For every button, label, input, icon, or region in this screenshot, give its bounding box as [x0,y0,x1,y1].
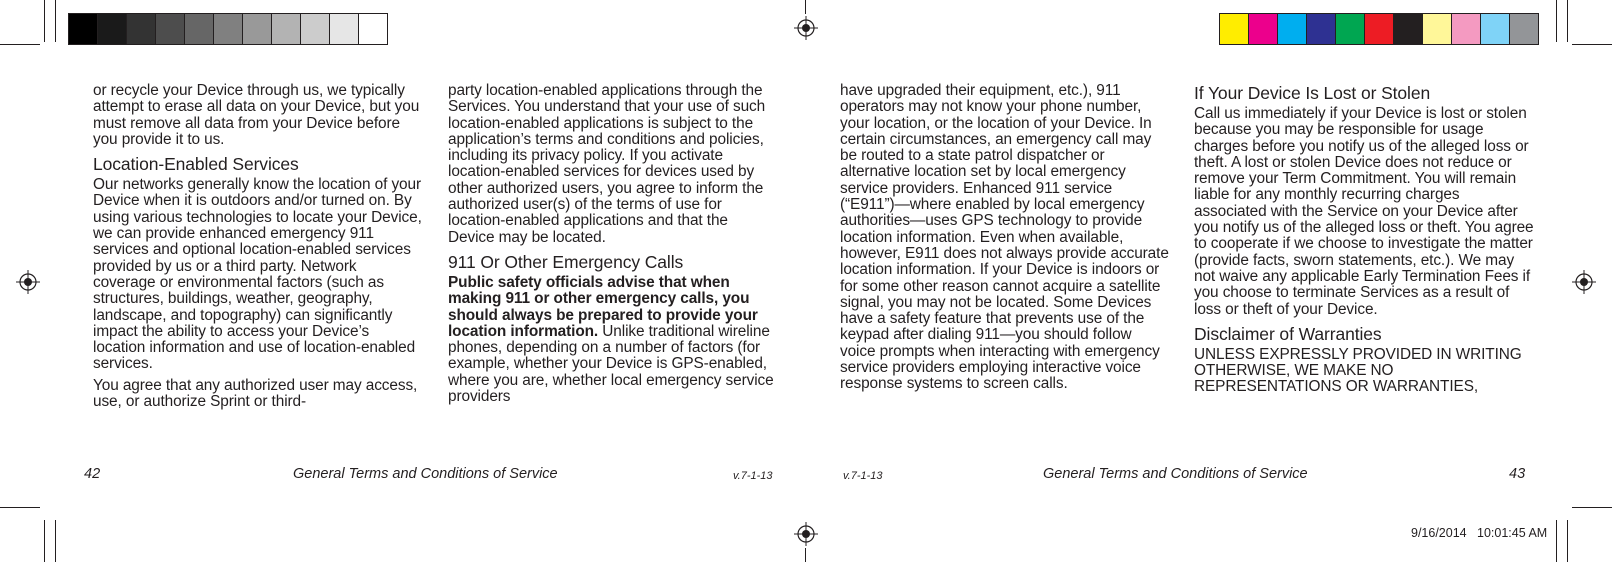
color-swatch [1481,14,1510,44]
right-page-column-1 [840,83,1170,398]
paragraph: Call us immediately if your Device is lost or stolen because you may be responsible for usage charges before you notify us of the alleged loss or theft. A lost or stolen Device does not reduce or remove your Term Commitment. You will remain liable for any monthly recurring charges associated with the Service on your Device after you notify us of the alleged loss or theft. You agree to cooperate if we choose to investigate the matter (provide facts, sworn statements, etc.). We may not waive any applicable Early Termination Fees if you choose to terminate Services as a result of loss or theft of your Device. [1194,105,1534,318]
page-number-right: 43 [1509,466,1526,482]
paragraph: You agree that any authorized user may access, use, or authorize Sprint or third- [93,376,418,411]
color-swatch [185,14,214,44]
color-swatch [1365,14,1394,44]
color-swatch [359,14,387,44]
registration-mark-icon [794,16,818,40]
bold-notice: Public safety officials advise that when making 911 or other emergency calls, you should always be prepared to provide your location information. [448,273,758,340]
registration-mark-icon [1572,270,1596,294]
color-swatch [1278,14,1307,44]
color-swatch [156,14,185,44]
section-heading: 911 Or Other Emergency Calls [448,251,684,272]
fold-mark-top [805,0,806,14]
version-label-left: v.7-1-13 [733,470,773,482]
color-swatch [243,14,272,44]
paragraph: party location-enabled applications through the Services. You understand that your use of such location-enabled applications is subject to the application’s terms and conditions and policies, including its privacy policy. If you activate location-enabled services for devices used by other authorized users, you agree to inform the authorized user(s) of the terms of use for location-enabled applications and that the Device may be located. [448,82,766,246]
color-swatch [1336,14,1365,44]
registration-mark-icon [794,522,818,546]
section-heading: Disclaimer of Warranties [1194,323,1382,344]
page-number-left: 42 [84,466,101,482]
footer-title-left: General Terms and Conditions of Service [293,466,558,482]
color-swatch [301,14,330,44]
process-color-bar [1219,13,1539,45]
print-timestamp: 9/16/2014 10:01:45 AM [1411,526,1548,540]
color-swatch [1423,14,1452,44]
paragraph: UNLESS EXPRESSLY PROVIDED IN WRITING OTHERWISE, WE MAKE NO REPRESENTATIONS OR WARRANTIES, [1194,345,1522,396]
paragraph: Our networks generally know the location of your Device when it is outdoors and/or turned on. By using various technologies to locate your Device, we can provide enhanced emergency 911 services and optional location-enabled services provided by us or a third party. Network coverage or environmental factors (such as structures, buildings, weather, geography, landscape, and topography) can significantly impact the ability to access your Device’s location information and use of location-enabled services. [93,176,422,373]
paragraph [448,275,778,405]
section-heading: Location-Enabled Services [93,154,299,175]
color-swatch [272,14,301,44]
grayscale-color-bar [68,13,388,45]
left-page-column-2 [448,83,778,410]
right-page-column-2 [1194,83,1534,401]
color-swatch [214,14,243,44]
color-swatch [69,14,98,44]
version-label-right: v.7-1-13 [843,470,883,482]
footer-title-right: General Terms and Conditions of Service [1043,466,1308,482]
section-heading: If Your Device Is Lost or Stolen [1194,83,1431,103]
color-swatch [1452,14,1481,44]
paragraph-text: Unlike traditional wireline phones, depending on a number of factors (for example, whether your Device is GPS-enabled, where you are, whether local emergency service providers [448,322,774,406]
registration-mark-icon [16,270,40,294]
color-swatch [1394,14,1423,44]
color-swatch [330,14,359,44]
left-page-column-1 [93,83,423,415]
color-swatch [1510,14,1538,44]
paragraph: have upgraded their equipment, etc.), 911 operators may not know your phone number, your location, or the location of your Device. In certain circumstances, an emergency call may be routed to a state patrol dispatcher or alternative location set by local emergency service providers. Enhanced 911 service (“E911”)—where enabled by local emergency authorities—uses GPS technology to provide location information. Even when available, however, E911 does not always provide accurate location information. If your Device is indoors or for some other reason cannot acquire a satellite signal, you may not be located. Some Devices have a safety feature that prevents use of the keypad after dialing 911—you should follow voice prompts when interacting with emergency service providers employing interactive voice response systems to screen calls. [840,82,1169,393]
color-swatch [127,14,156,44]
color-swatch [98,14,127,44]
color-swatch [1307,14,1336,44]
color-swatch [1220,14,1249,44]
fold-mark-bottom [805,548,806,562]
paragraph: or recycle your Device through us, we typically attempt to erase all data on your Device, but you must remove all data from your Device before you provide it to us. [93,82,420,148]
color-swatch [1249,14,1278,44]
